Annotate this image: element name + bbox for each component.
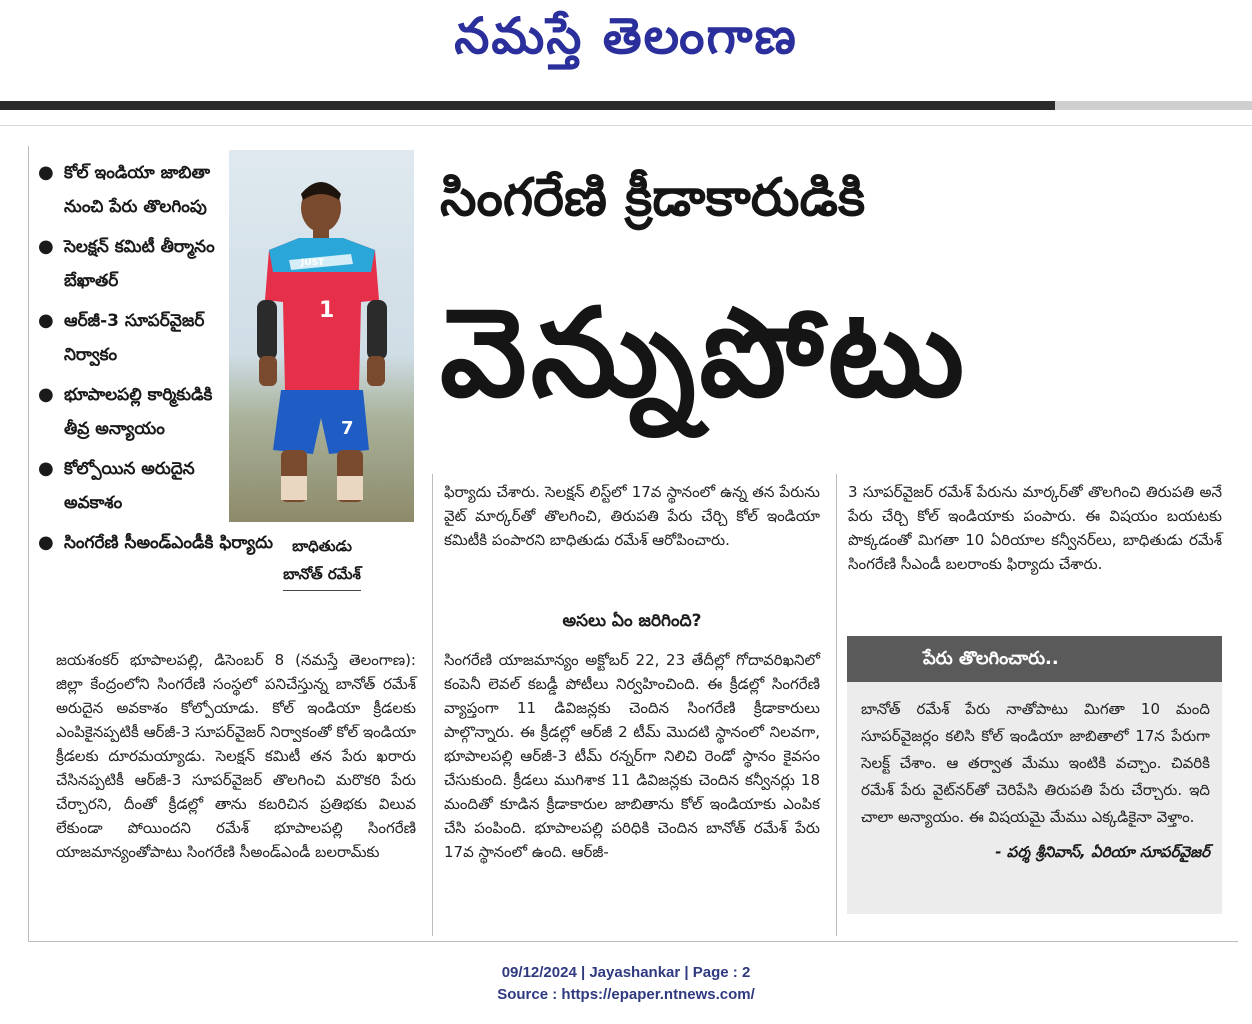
- section-subhead: అసలు ఏం జరిగింది?: [562, 611, 702, 631]
- bullet-dot-icon: ●: [38, 162, 54, 183]
- footer-source-link[interactable]: Source : https://epaper.ntnews.com/: [497, 986, 755, 1003]
- sidebox-quote: బానోత్ రమేశ్ పేరు నాతోపాటు మిగతా 10 మంది సూపర్‌వైజర్లం కలిసి కోల్ ఇండియా జాబితాలో 17న పేరుగా సెలక్ట్ చేశాం. ఆ తర్వాత మేము ఇంటికి వచ్చాం. చివరికి రమేశ్ పేరు వైట్‌నర్‌తో చెరిపేసి తిరుపతి పేరు చేర్చారు. ఇది చాలా అన్యాయం. ఈ విషయమై మేము ఎక్కడికైనా వెళ్తాం.: [861, 700, 1210, 826]
- jersey-chest-number: 1: [319, 298, 335, 323]
- sidebox-body: [847, 682, 1222, 866]
- column-divider: [836, 474, 837, 936]
- athlete-name: బానోత్ రమేశ్: [283, 560, 361, 591]
- article-paragraph: సింగరేణి యాజమాన్యం అక్టోబర్ 22, 23 తేదీల్లో గోదావరిఖనిలో కంపెనీ లెవల్ కబడ్డీ పోటీలు నిర్వహించింది. ఈ క్రీడల్లో సింగరేణి వ్యాప్తంగా 11 డివిజన్లకు చెందిన సింగరేణి క్రీడాకారులు పాల్గొన్నారు. ఈ క్రీడల్లో ఆర్‌జీ 2 టీమ్ మొదటి స్థానంలో నిలవగా, భూపాలపల్లి ఆర్‌జీ-3 టీమ్ రన్నర్‌గా నిలిచి రెండో స్థానం కైవసం చేసుకుంది. క్రీడలు ముగిశాక 11 డివిజన్లకు చెందిన కన్వీనర్లు 18 మందితో కూడిన క్రీడాకారుల జాబితాను కోల్ ఇండియాకు ఎంపిక చేసి పంపింది. భూపాలపల్లి పరిధికి చెందిన బానోత్ రమేశ్ పేరు 17వ స్థానంలో ఉంది. ఆర్‌జీ-: [444, 651, 820, 861]
- bullet-item: ● భూపాలపల్లి కార్మికుడికి తీవ్ర అన్యాయం: [36, 378, 226, 446]
- headline-main: వెన్నుపోటు: [440, 282, 969, 424]
- header-rule-thin: [0, 125, 1252, 126]
- article-column-2-top: [444, 480, 820, 552]
- newspaper-logo: నమస్తే తెలంగాణ: [454, 6, 798, 65]
- jersey-number: 7: [341, 418, 354, 439]
- frame-border-left: [28, 146, 29, 942]
- article-column-1: [56, 648, 416, 864]
- sidebox-title: పేరు తొలగించారు..: [847, 636, 1222, 682]
- bullet-dot-icon: ●: [38, 236, 54, 257]
- header-rule-light: [1055, 101, 1252, 110]
- sidebox-signature: - పర్శ శ్రీనివాస్, ఏరియా సూపర్‌వైజర్: [995, 843, 1210, 861]
- bullet-item: ● సింగరేణి సీఅండ్ఎండీకి ఫిర్యాదు: [36, 526, 366, 560]
- article-column-2-bottom: [444, 648, 820, 864]
- quote-sidebox: [847, 636, 1222, 914]
- bullet-dot-icon: ●: [38, 310, 54, 331]
- article-paragraph: ఫిర్యాదు చేశారు. సెలక్షన్ లిస్ట్‌లో 17వ స్థానంలో ఉన్న తన పేరును వైట్ మార్కర్‌తో తొలగించి, తిరుపతి పేరు చేర్చి కోల్ ఇండియా కమిటీకి పంపారని బాధితుడు రమేశ్ ఆరోపించారు.: [444, 483, 820, 549]
- bullet-item: ● కోల్పోయిన అరుదైన అవకాశం: [36, 452, 226, 520]
- bullet-dot-icon: ●: [38, 458, 54, 479]
- article-paragraph: 3 సూపర్‌వైజర్ రమేశ్ పేరును మార్కర్‌తో తొలగించి తిరుపతి అనే పేరు చేర్చి కోల్ ఇండియాకు పంపారు. ఈ విషయం బయటకు పొక్కడంతో మిగతా 10 ఏరియాల కన్వీనర్‌లు, బాధితుడు రమేశ్ సింగరేణి సీఎండీ బలరాంకు ఫిర్యాదు చేశారు.: [848, 483, 1222, 573]
- headline-kicker: సింగరేణి క్రీడాకారుడికి: [440, 168, 866, 228]
- masthead: [0, 0, 1252, 100]
- bullet-item: ● కోల్ ఇండియా జాబితా నుంచి పేరు తొలగింపు: [36, 156, 226, 224]
- bullet-dot-icon: ●: [38, 384, 54, 405]
- bullet-item: ● సెలక్షన్ కమిటీ తీర్మానం బేఖాతర్: [36, 230, 226, 298]
- highlight-bullets: [36, 156, 274, 566]
- bullet-dot-icon: ●: [38, 532, 54, 553]
- bullet-item: ● ఆర్‌జీ-3 సూపర్‌వైజర్ నిర్వాకం: [36, 304, 226, 372]
- article-paragraph: జయశంకర్ భూపాలపల్లి, డిసెంబర్ 8 (నమస్తే తెలంగాణ): జిల్లా కేంద్రంలోని సింగరేణి సంస్థలో పనిచేస్తున్న బానోత్ రమేశ్ అరుదైన అవకాశం కోల్పోయాడు. కోల్ ఇండియా క్రీడలకు ఎంపికైనప్పటికీ ఆర్‌జీ-3 సూపర్‌వైజర్ నిర్వాకంతో కోల్ ఇండియా క్రీడలకు దూరమయ్యాడు. సెలక్షన్ కమిటీ తన పేరు ఖరారు చేసినప్పటికీ ఆర్‌జీ-3 సూపర్‌వైజర్ తొలగించి మరొకరి పేరు చేర్చారని, దీంతో క్రీడల్లో తాను కబరిచిన ప్రతిభకు విలువ లేకుండా పోయిందని రమేశ్ భూపాలపల్లి సింగరేణి యాజమాన్యంతోపాటు సింగరేణి సీఅండ్ఎండీ బలరామ్‌కు: [56, 651, 416, 861]
- athlete-figure-icon: [229, 150, 414, 522]
- jersey-text: JUST: [301, 258, 325, 268]
- article-column-3: [848, 480, 1222, 576]
- athlete-photo: [229, 150, 414, 522]
- page-footer: [0, 962, 1252, 1006]
- frame-border-bottom: [28, 941, 1238, 942]
- footer-date-page: 09/12/2024 | Jayashankar | Page : 2: [501, 964, 751, 981]
- photo-caption: బాధితుడు బానోత్ రమేశ్: [262, 532, 382, 591]
- column-divider: [432, 474, 433, 936]
- header-rule-dark: [0, 101, 1055, 110]
